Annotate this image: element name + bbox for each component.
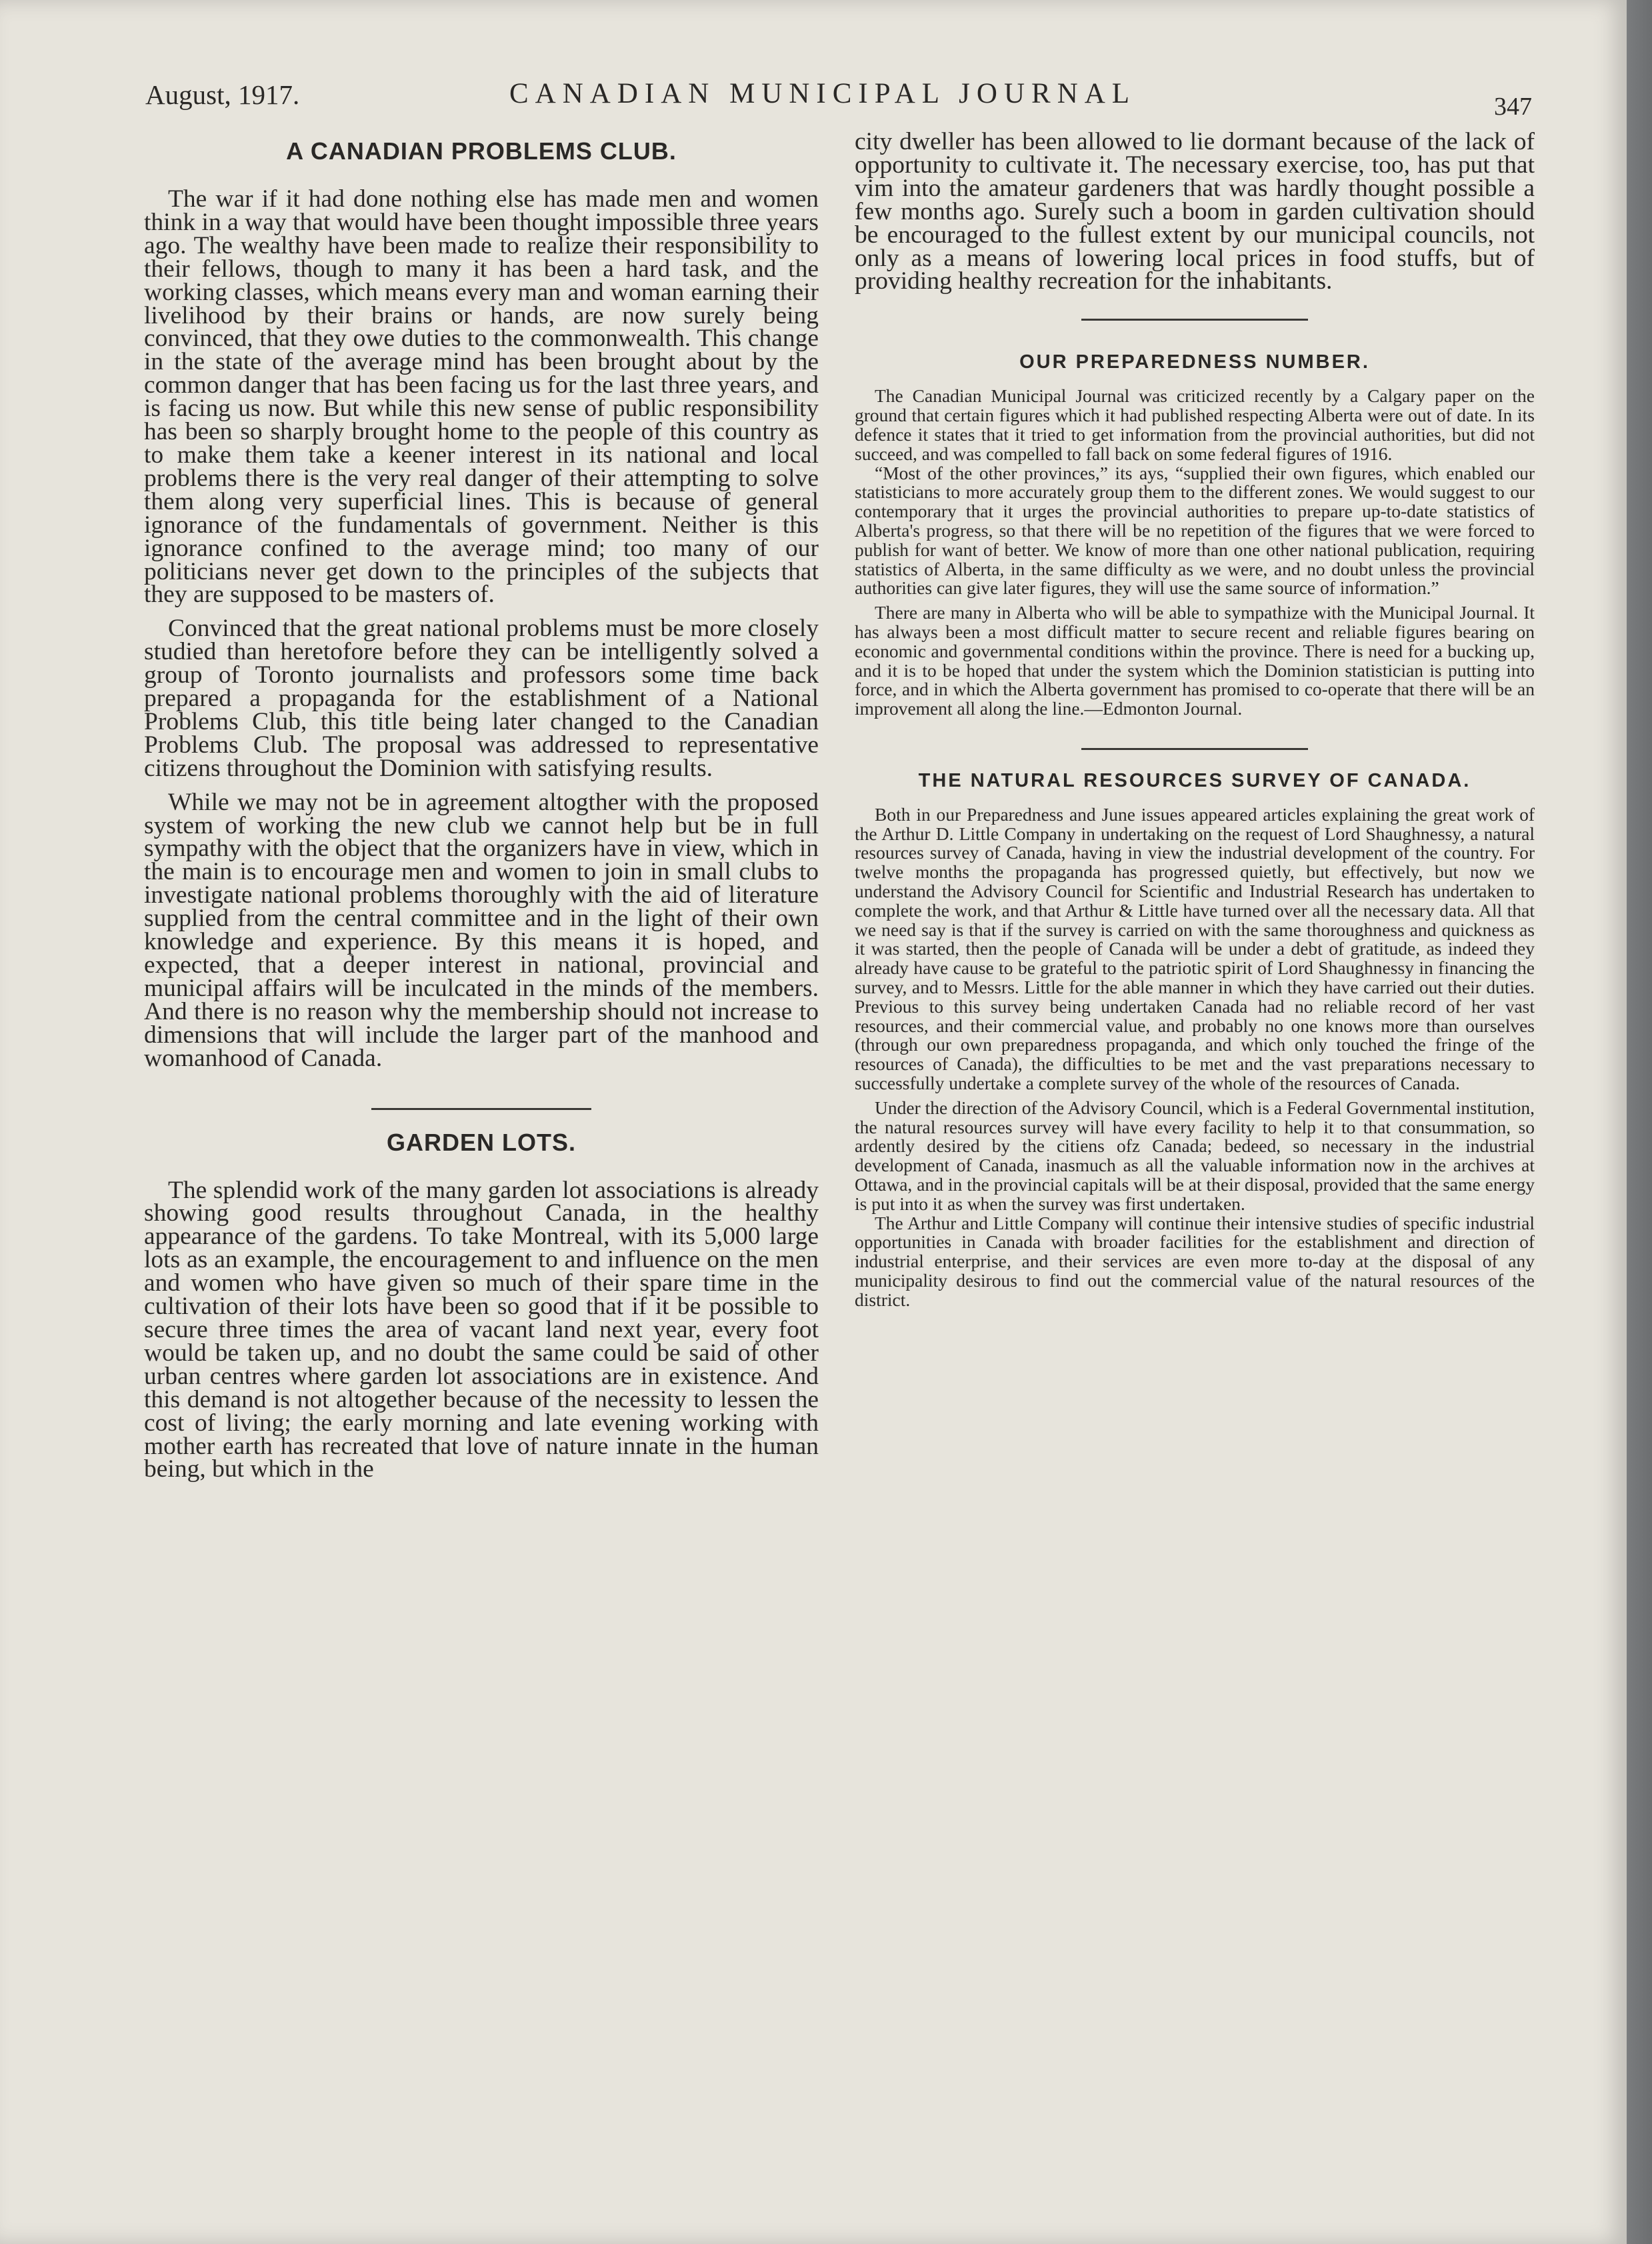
paragraph: There are many in Alberta who will be able to sympathize with the Municipal Journal. It has always been a most difficult matter to secure recent and reliable figures bearing on economic and governmental conditions within the province. There is need for a bucking up, and it is to be hoped that under the system which the Dominion statistician is putting into force, and in which the Alberta government has promised to co-operate that there will be an improvement all along the line.—Edmonton Journal.	[855, 602, 1535, 719]
binding-edge	[1627, 0, 1652, 2244]
article-garden-lots	[144, 1129, 819, 1482]
paragraph: city dweller has been allowed to lie dormant because of the lack of opportunity to cultivate it. The necessary exercise, too, has put that vim into the amateur gardeners that was hardly thought possible a few months ago. Surely such a boom in garden cultivation should be encouraged to the fullest extent by our municipal councils, not only as a means of lowering local prices in food stuffs, but of providing healthy recreation for the inhabitants.	[855, 128, 1535, 295]
running-head	[145, 72, 1532, 125]
section-divider	[1081, 319, 1308, 321]
article-natural-resources-survey	[855, 770, 1535, 1310]
page-number: 347	[1494, 93, 1532, 121]
article-title: A CANADIAN PROBLEMS CLUB.	[286, 137, 677, 165]
article-body	[855, 805, 1535, 1310]
article-body	[144, 185, 819, 1072]
section-divider	[1081, 748, 1308, 750]
left-column	[144, 131, 819, 1481]
garden-lots-continued	[855, 128, 1535, 295]
issue-date: August, 1917.	[145, 79, 300, 110]
article-preparedness-number	[855, 351, 1535, 719]
article-canadian-problems-club	[144, 137, 819, 1071]
paragraph: The Arthur and Little Company will continue their intensive studies of specific industrial opportunities in Canada with broader facilities for the establishment and direction of industrial enterprise, and their services are even more to-day at the disposal of any municipality desirous to find out the commercial value of the natural resources of the district.	[855, 1212, 1535, 1310]
section-divider	[371, 1108, 591, 1110]
paragraph: “Most of the other provinces,” its ays, “supplied their own figures, which enabled our statisticians to more accurately group them to the different zones. We would suggest to our contemporary that it urges the provincial authorities to prepare up-to-date statistics of Alberta's progress, so that there will be no repetition of the figures that we were forced to publish for want of better. We know of more than one other national publication, requiring statistics of Alberta, in the same difficulty as we were, and no doubt unless the provincial authorities can give later figures, they will use the same source of information.”	[855, 462, 1535, 599]
article-body	[855, 387, 1535, 719]
paragraph: Convinced that the great national problems must be more closely studied than heretofore before they can be intelligently solved a group of Toronto journalists and professors some time back prepared a propaganda for the establishment of a National Problems Club, this title being later changed to the Canadian Problems Club. The proposal was addressed to representative citizens throughout the Dominion with satisfying results.	[144, 615, 819, 782]
paragraph: Under the direction of the Advisory Council, which is a Federal Governmental institution, the natural resources survey will have every facility to help it to that consummation, so ardently desired by the citiens ofz Canada; bedeed, so necessary in the industrial development of Canada, inasmuch as all the valuable information now in the archives at Ottawa, and in the provincial capitals will be at their disposal, provided that the same energy is put into it as when the survey was first undertaken.	[855, 1097, 1535, 1214]
paragraph: The war if it had done nothing else has made men and women think in a way that would have been thought impossible three years ago. The wealthy have been made to realize their responsibility to their fellows, though to many it has been a hard task, and the working classes, which means every man and woman earning their livelihood by their brains or hands, are now surely being convinced, that they owe duties to the commonwealth. This change in the state of the average mind has been brought about by the common danger that has been facing us for the last three years, and is facing us now. But while this new sense of public responsibility has been so sharply brought home to the people of this country as to make them take a keener interest in its national and local problems there is the very real danger of their attempting to solve them along very superficial lines. This is because of general ignorance of the fundamentals of government. Neither is this ignorance confined to the average mind; too many of our politicians never get down to the principles of the subjects that they are supposed to be masters of.	[144, 185, 819, 609]
paragraph: The splendid work of the many garden lot associations is already showing good results throughout Canada, in the healthy appearance of the gardens. To take Montreal, with its 5,000 large lots as an example, the encouragement to and influence on the men and women who have given so much of their spare time in the cultivation of their lots have been so good that if it be possible to secure three times the area of vacant land next year, every foot would be taken up, and no doubt the same could be said of other urban centres where garden lot associations are in existence. And this demand is not altogether because of the necessity to lessen the cost of living; the early morning and late evening working with mother earth has recreated that love of nature innate in the human being, but which in the	[144, 1176, 819, 1483]
journal-title: CANADIAN MUNICIPAL JOURNAL	[509, 78, 1137, 109]
article-body	[144, 1176, 819, 1483]
paragraph: The Canadian Municipal Journal was criticized recently by a Calgary paper on the ground that certain figures which it had published respecting Alberta were out of date. In its defence it states that it tried to get information from the provincial authorities, but did not succeed, and was compelled to fall back on some federal figures of 1916.	[855, 385, 1535, 464]
article-title: OUR PREPAREDNESS NUMBER.	[1019, 351, 1370, 373]
paragraph: Both in our Preparedness and June issues appeared articles explaining the great work of the Arthur D. Little Company in undertaking on the request of Lord Shaughnessy, a natural resources survey of Canada, having in view the industrial development of the country. For twelve months the propaganda has progressed quietly, but effectively, but now we understand the Advisory Council for Scientific and Industrial Research has undertaken to complete the work, and that Arthur & Little have turned over all the necessary data. All that we need say is that if the survey is carried on with the same thoroughness and quickness as it was started, then the people of Canada will be under a debt of gratitude, as indeed they already have cause to be grateful to the patriotic spirit of Lord Shaughnessy in financing the survey, and to Messrs. Little for the able manner in which they have carried out their duties. Previous to this survey being undertaken Canada had no reliable record of her vast resources, and their commercial value, and probably no one knows more than ourselves (through our own preparedness propaganda, and which only touched the fringe of the resources of Canada), the difficulties to be met and the vast preparations necessary to successfully undertake a complete survey of the whole of the resources of Canada.	[855, 803, 1535, 1094]
article-title: GARDEN LOTS.	[386, 1128, 576, 1156]
article-title: THE NATURAL RESOURCES SURVEY OF CANADA.	[918, 769, 1471, 791]
paragraph: While we may not be in agreement altogther with the proposed system of working the new club we cannot help but be in full sympathy with the object that the organizers have in view, which in the main is to encourage men and women to join in small clubs to investigate national problems thoroughly with the aid of literature supplied from the central committee and in the light of their own knowledge and experience. By this means it is hoped, and expected, that a deeper interest in national, provincial and municipal affairs will be inculcated in the minds of the members. And there is no reason why the membership should not increase to dimensions that will include the larger part of the manhood and womanhood of Canada.	[144, 788, 819, 1072]
right-column	[855, 128, 1535, 1310]
